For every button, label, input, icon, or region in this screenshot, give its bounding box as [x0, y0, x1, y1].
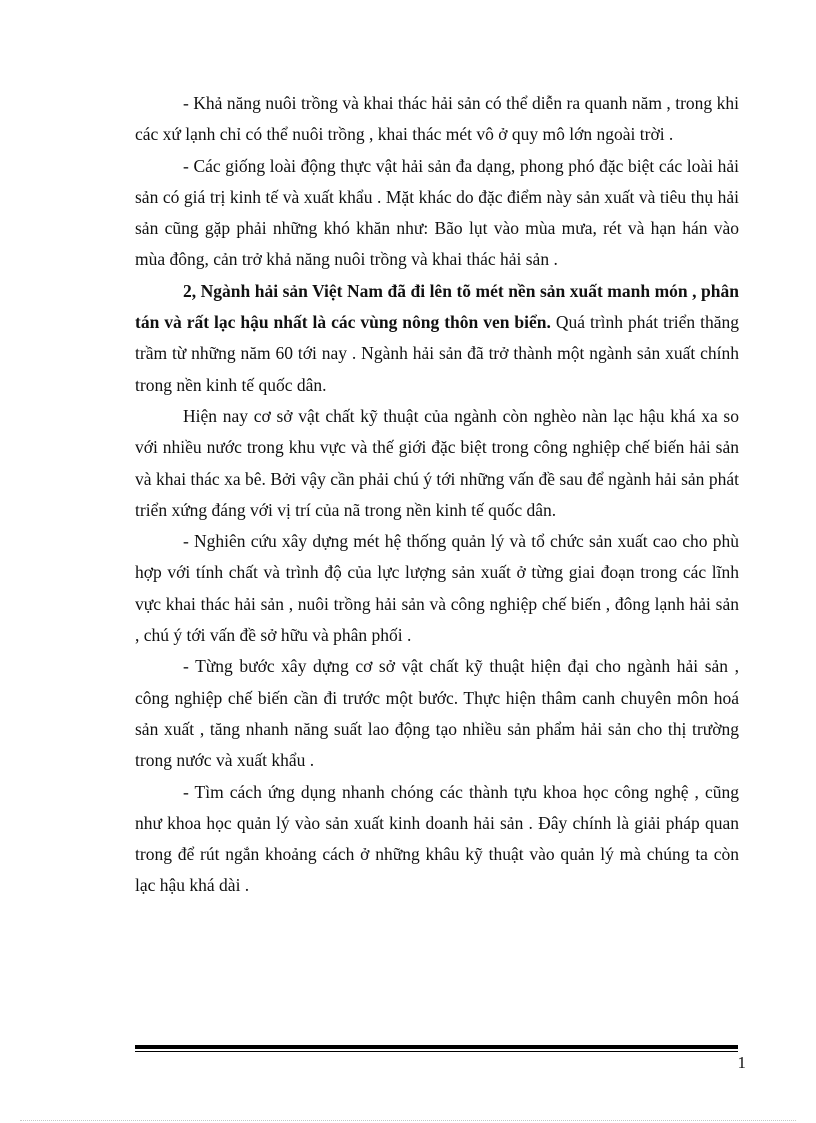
paragraph-text: Hiện nay cơ sở vật chất kỹ thuật của ngành còn nghèo nàn lạc hậu khá xa so với nhiều nước trong khu vực và thế giới đặc biệt trong công nghiệp chế biến hải sản và khai thác xa bê. Bởi vậy cần phải chú ý tới những vấn đề sau để ngành hải sản phát triển xứng đáng với vị trí của nã trong nền kinh tế quốc dân. — [135, 405, 739, 520]
paragraph-text: Quá trình phát triển thăng trầm từ những năm 60 tới nay . Ngành hải sản đã trở thành một ngành sản xuất chính trong nền kinh tế quốc dân. — [135, 312, 739, 395]
section-heading-bold: 2, Ngành hải sản Việt Nam đã đi lên tõ mét nền sản xuất manh món , phân tán và rất lạc hậu nhất là các vùng nông thôn ven biển. — [135, 280, 739, 333]
paragraph-text: - Từng bước xây dựng cơ sở vật chất kỹ thuật hiện đại cho ngành hải sản , công nghiệp chế biến cần đi trước một bước. Thực hiện thâm canh chuyên môn hoá sản xuất , tăng nhanh năng suất lao động tạo nhiều sản phẩm hải sản cho thị trường trong nước và xuất khẩu . — [135, 656, 739, 771]
page-bottom-dotted-border — [20, 1120, 796, 1121]
footer-double-rule — [135, 1045, 738, 1052]
paragraph-modern-facilities — [135, 651, 739, 776]
page-number: 1 — [737, 1053, 746, 1072]
document-body — [135, 88, 739, 902]
paragraph-text: - Khả năng nuôi trồng và khai thác hải sản có thể diễn ra quanh năm , trong khi các xứ lạnh chỉ có thể nuôi trồng , khai thác mét vô ở quy mô lớn ngoài trời . — [135, 93, 739, 145]
paragraph-section-2 — [135, 276, 739, 401]
paragraph-management-system — [135, 526, 739, 651]
footer-rule-thin — [135, 1051, 738, 1052]
paragraph-science-technology — [135, 777, 739, 902]
paragraph-aquaculture-year-round — [135, 88, 739, 151]
paragraph-text: - Tìm cách ứng dụng nhanh chóng các thành tựu khoa học công nghệ , cũng như khoa học quản lý vào sản xuất kinh doanh hải sản . Đây chính là giải pháp quan trong để rút ngắn khoảng cách ở những khâu kỹ thuật vào quản lý mà chúng ta còn lạc hậu khá dài . — [135, 781, 739, 896]
paragraph-current-infrastructure — [135, 401, 739, 526]
paragraph-species-diversity — [135, 151, 739, 276]
paragraph-text: - Các giống loài động thực vật hải sản đa dạng, phong phó đặc biệt các loài hải sản có giá trị kinh tế và xuất khẩu . Mặt khác do đặc điểm này sản xuất và tiêu thụ hải sản cũng gặp phải những khó khăn như: Bão lụt vào mùa mưa, rét và hạn hán vào mùa đông, cản trở khả năng nuôi trồng và khai thác hải sản . — [135, 155, 739, 270]
paragraph-text: - Nghiên cứu xây dựng mét hệ thống quản lý và tổ chức sản xuất cao cho phù hợp với tính chất và trình độ của lực lượng sản xuất ở từng giai đoạn trong các lĩnh vực khai thác hải sản , nuôi trồng hải sản và công nghiệp chế biến , đông lạnh hải sản , chú ý tới vấn đề sở hữu và phân phối . — [135, 531, 739, 646]
